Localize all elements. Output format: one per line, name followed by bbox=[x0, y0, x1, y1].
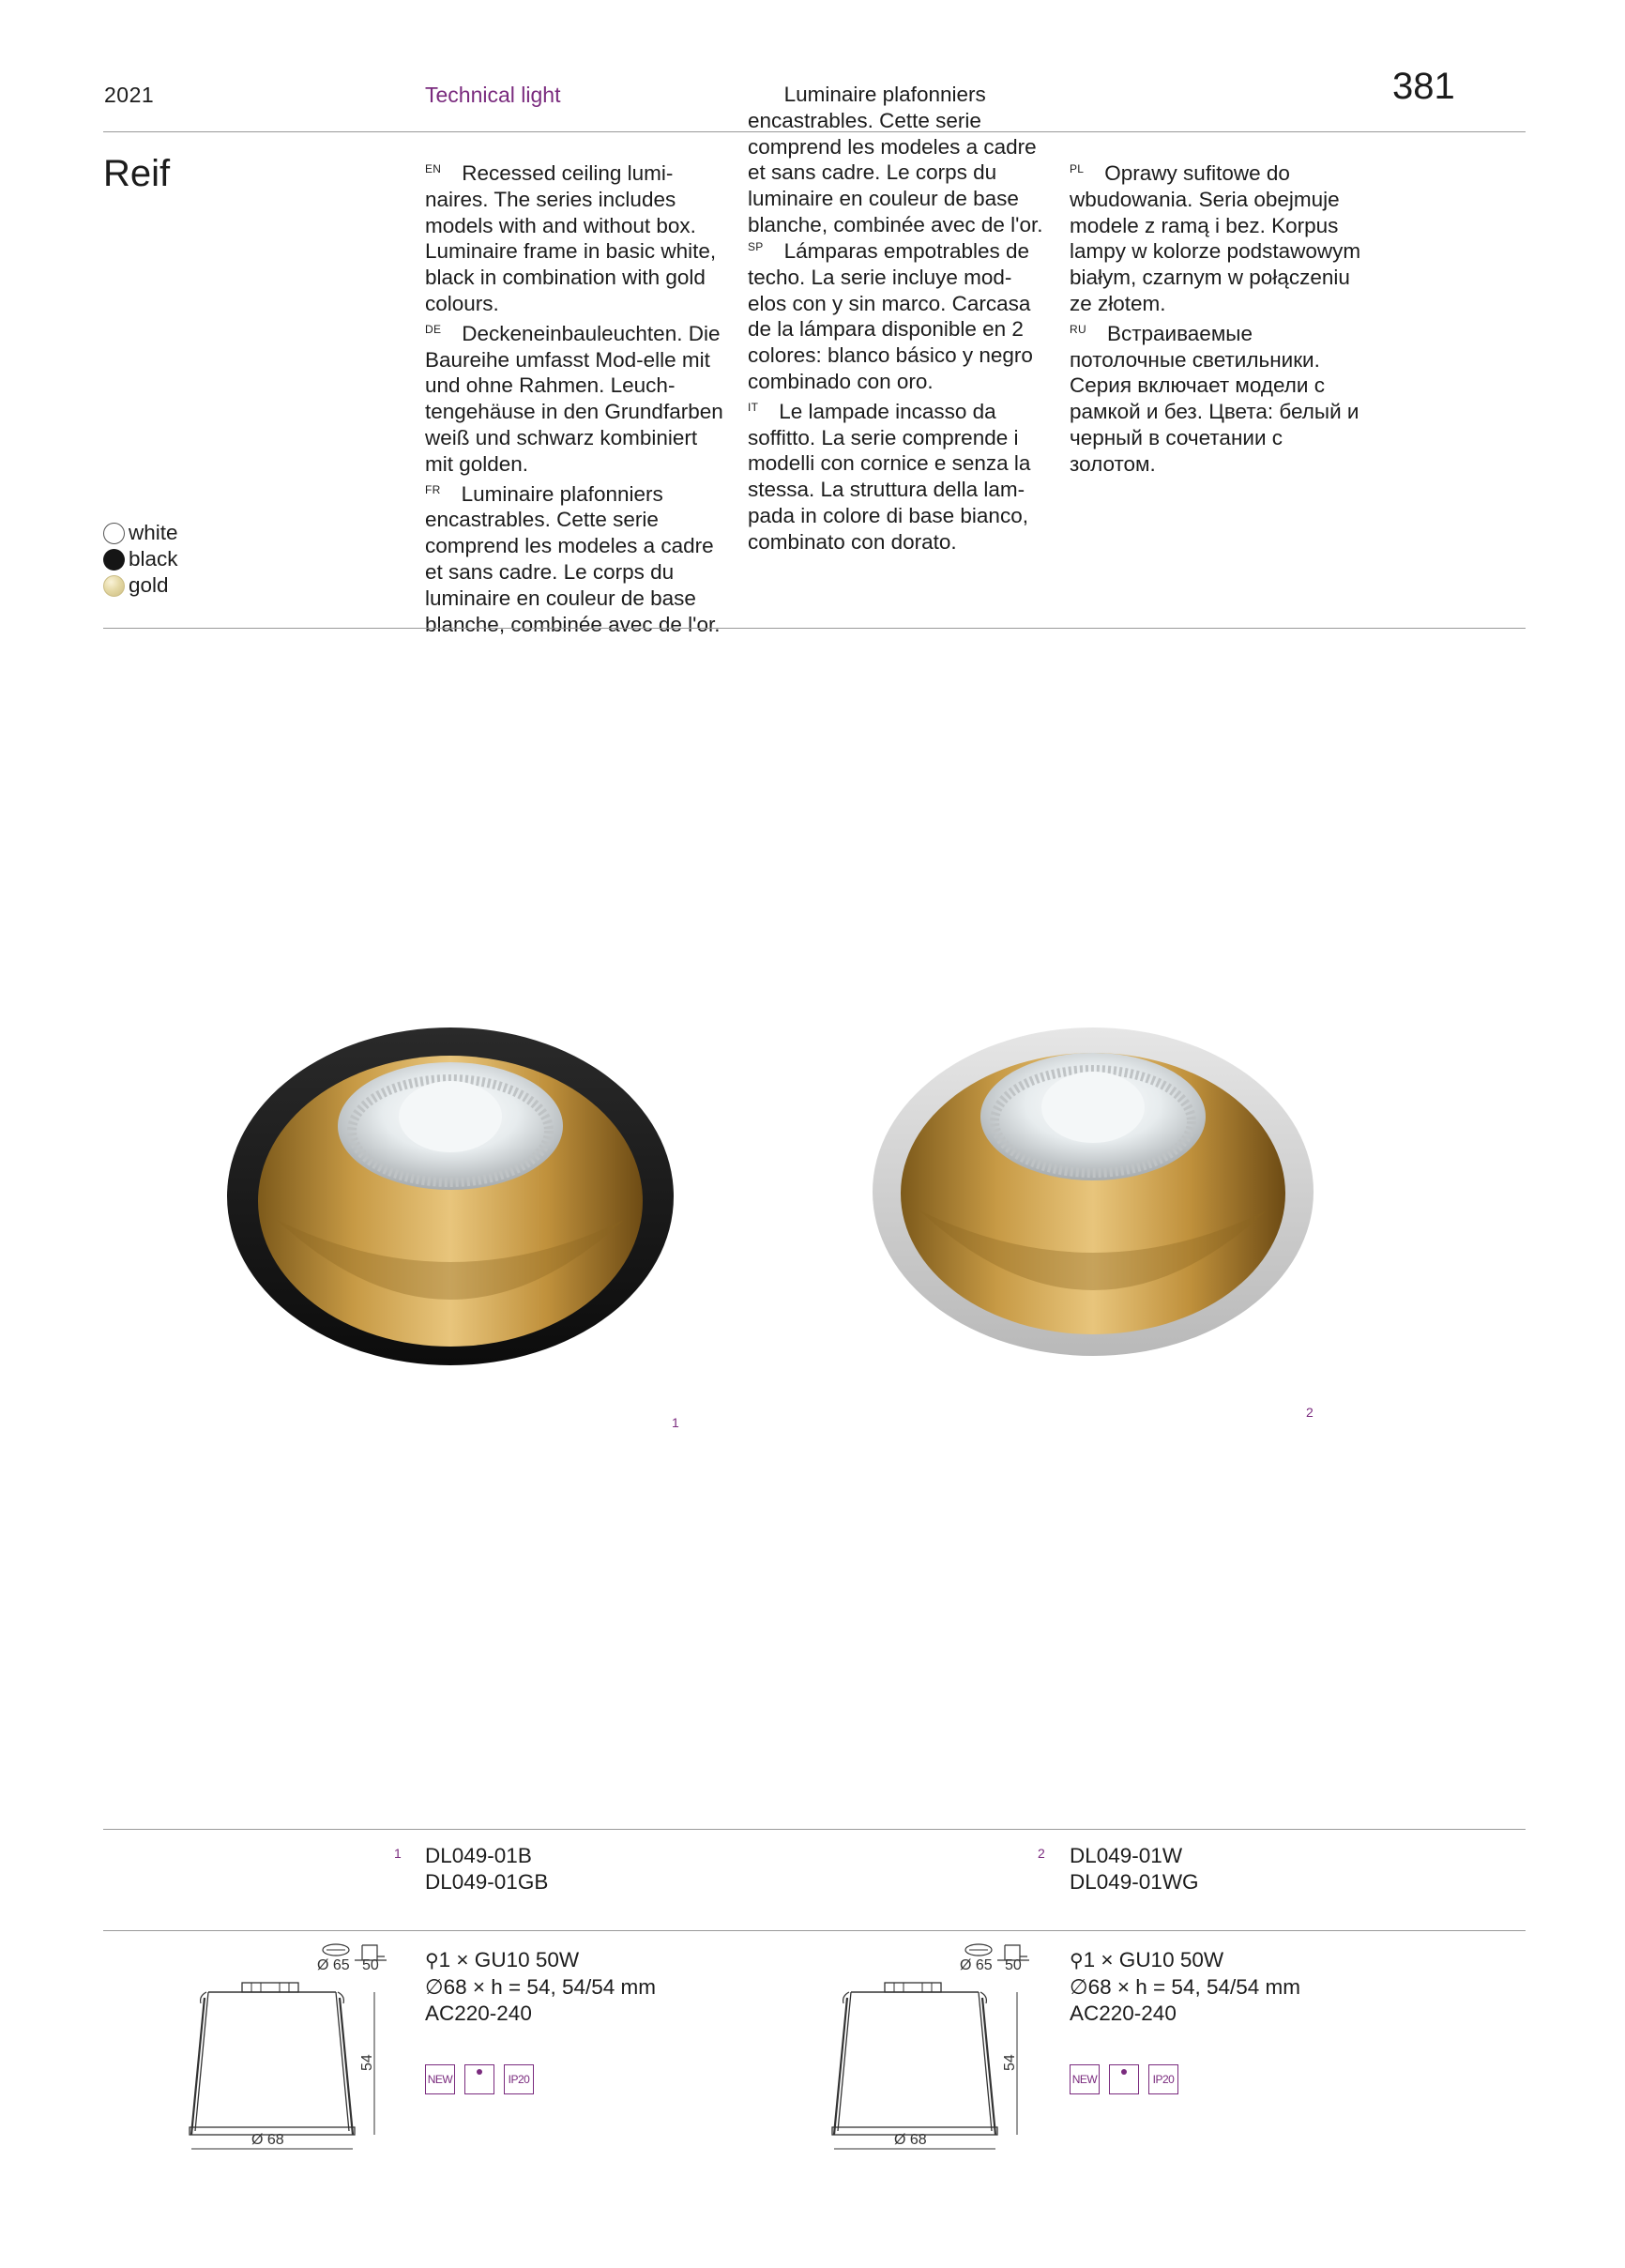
diameter-label: Ø 68 bbox=[894, 2132, 927, 2148]
lang-code: FR bbox=[425, 482, 441, 496]
white-swatch-icon bbox=[103, 523, 125, 544]
description-en bbox=[425, 157, 725, 317]
cutout-icon bbox=[323, 1944, 349, 1956]
photo-index: 2 bbox=[1306, 1405, 1314, 1420]
spec-dimensions: ∅68 × h = 54, 54/54 mm bbox=[1070, 1975, 1300, 1999]
description-pl bbox=[1070, 157, 1370, 317]
photo-index: 1 bbox=[672, 1415, 679, 1430]
product-photo-black bbox=[220, 1023, 690, 1370]
description-text: Deckeneinbauleuchten. Die Baureihe umfasst Mod-elle mit und ohne Rahmen. Leuch-tengehäuse in den Grundfarben weiß und schwarz kombiniert mit golden. bbox=[425, 321, 723, 476]
description-text: Le lampade incasso da soffitto. La serie comprende i modelli con cornice e senza la stessa. La struttura della lam-pada in colore di base bianco, combinato con dorato. bbox=[748, 399, 1031, 554]
description-it bbox=[748, 395, 1048, 556]
description-text-continued: Luminaire plafonniers encastrables. Cette serie comprend les modeles a cadre et sans cadre. Le corps du luminaire en couleur de base blanche, combinée avec de l'or. bbox=[748, 83, 1043, 236]
spec-text: 1 × GU10 50W bbox=[438, 1948, 580, 1971]
description-column-1 bbox=[425, 157, 725, 636]
product-index: 2 bbox=[1038, 1846, 1045, 1861]
color-white bbox=[103, 520, 178, 546]
model-code: DL049-01GB bbox=[425, 1870, 549, 1894]
description-de bbox=[425, 317, 725, 478]
lang-code: PL bbox=[1070, 162, 1085, 175]
height-label: 54 bbox=[359, 2054, 375, 2071]
ip-badge: IP20 bbox=[504, 2064, 534, 2094]
color-gold bbox=[103, 572, 178, 599]
model-code: DL049-01W bbox=[1070, 1844, 1183, 1867]
lang-code: SP bbox=[748, 240, 764, 253]
description-fr bbox=[425, 478, 725, 636]
lang-code: IT bbox=[748, 400, 759, 414]
rotatable-icon bbox=[464, 2064, 494, 2094]
luminaire-outline bbox=[832, 1983, 997, 2135]
description-sp bbox=[748, 235, 1048, 395]
spec-dimensions: ∅68 × h = 54, 54/54 mm bbox=[425, 1975, 656, 1999]
description-text: Recessed ceiling lumi-naires. The series includes models with and without box. Luminaire frame in basic white, black in combination with gold colours. bbox=[425, 161, 717, 315]
spec-voltage: AC220-240 bbox=[1070, 2002, 1177, 2025]
description-text: Встраиваемые потолочные светильники. Серия включает модели с рамкой и без. Цвета: белый и черный в сочетании с золотом. bbox=[1070, 321, 1359, 476]
lang-code: EN bbox=[425, 162, 442, 175]
description-column-3 bbox=[1070, 157, 1370, 478]
year: 2021 bbox=[104, 83, 155, 107]
rotatable-icon bbox=[1109, 2064, 1139, 2094]
model-code: DL049-01B bbox=[425, 1844, 532, 1867]
height-label: 54 bbox=[1002, 2054, 1018, 2071]
description-fr-continued bbox=[748, 83, 1048, 236]
products-divider bbox=[103, 1829, 1526, 1830]
page-number: 381 bbox=[1392, 66, 1455, 107]
gold-swatch-icon bbox=[103, 575, 125, 597]
lang-code: RU bbox=[1070, 322, 1086, 336]
bulb-icon: ⚲ bbox=[425, 1951, 439, 1971]
spec-voltage: AC220-240 bbox=[425, 2002, 532, 2025]
depth-label: 50 bbox=[1005, 1957, 1022, 1973]
description-text: Lámparas empotrables de techo. La serie incluye mod-elos con y sin marco. Carcasa de la lámpara disponible en 2 colores: blanco básico y negro combinado con oro. bbox=[748, 239, 1033, 393]
description-ru bbox=[1070, 317, 1370, 478]
color-black bbox=[103, 546, 178, 572]
color-label: gold bbox=[129, 573, 169, 597]
series-title: Reif bbox=[103, 153, 171, 194]
product-specs bbox=[1070, 1947, 1300, 2027]
product-models bbox=[425, 1843, 548, 1895]
description-text: Oprawy sufitowe do wbudowania. Seria obejmuje modele z ramą i bez. Korpus lampy w kolorze podstawowym białym, czarnym w połączeniu ze złotem. bbox=[1070, 161, 1361, 315]
specs-divider bbox=[103, 1930, 1526, 1931]
bulb-icon: ⚲ bbox=[1070, 1951, 1084, 1971]
new-badge: NEW bbox=[1070, 2064, 1100, 2094]
model-code: DL049-01WG bbox=[1070, 1870, 1199, 1894]
cutout-icon bbox=[965, 1944, 992, 1956]
black-swatch-icon bbox=[103, 549, 125, 571]
diameter-label: Ø 68 bbox=[251, 2132, 284, 2148]
description-column-2 bbox=[748, 83, 1048, 556]
product-models bbox=[1070, 1843, 1199, 1895]
luminaire-outline bbox=[190, 1983, 355, 2135]
product-index: 1 bbox=[394, 1846, 402, 1861]
product-specs bbox=[425, 1947, 656, 2027]
product-photo-white bbox=[868, 1023, 1318, 1370]
dimension-drawing bbox=[821, 1938, 1037, 2154]
color-label: white bbox=[129, 521, 178, 544]
spec-lamp bbox=[425, 1947, 656, 1974]
color-label: black bbox=[129, 547, 178, 571]
section-title: Technical light bbox=[425, 83, 561, 107]
depth-label: 50 bbox=[362, 1957, 379, 1973]
new-badge: NEW bbox=[425, 2064, 455, 2094]
dimension-drawing bbox=[178, 1938, 394, 2154]
color-legend bbox=[103, 520, 178, 599]
cutout-label: Ø 65 bbox=[960, 1957, 993, 1973]
cutout-label: Ø 65 bbox=[317, 1957, 350, 1973]
product-badges bbox=[1070, 2064, 1178, 2094]
description-divider bbox=[103, 628, 1526, 629]
lang-code: DE bbox=[425, 322, 442, 336]
ip-badge: IP20 bbox=[1148, 2064, 1178, 2094]
spec-text: 1 × GU10 50W bbox=[1083, 1948, 1224, 1971]
spec-lamp bbox=[1070, 1947, 1300, 1974]
product-badges bbox=[425, 2064, 534, 2094]
description-text: Luminaire plafonniers encastrables. Cette serie comprend les modeles a cadre et sans cadre. Le corps du luminaire en couleur de base blanche, combinée avec de l'or. bbox=[425, 481, 721, 636]
